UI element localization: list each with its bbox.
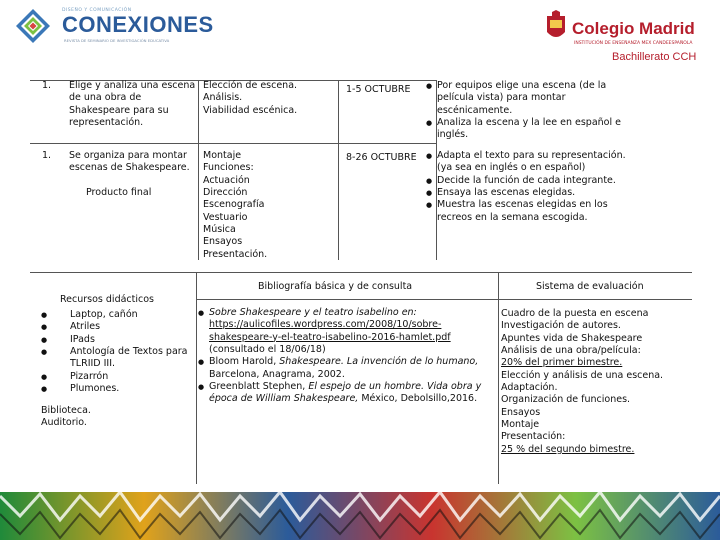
evaluation-line: 20% del primer bimestre. xyxy=(501,357,623,369)
content-line: Viabilidad escénica. xyxy=(203,104,298,116)
resource-item: ● Pizarrón xyxy=(41,371,197,383)
action-item: ● Muestra las escenas elegidas en los recreos en la semana escogida. xyxy=(426,199,634,224)
content-line: Música xyxy=(203,224,236,236)
evaluation-line: Presentación: xyxy=(501,431,566,443)
conexiones-logo xyxy=(10,6,214,46)
content-line: Presentación. xyxy=(203,248,268,260)
evaluation-line: Adaptación. xyxy=(501,382,558,394)
evaluation-line: Montaje xyxy=(501,419,540,431)
section-top-border xyxy=(30,272,692,273)
content-line: Elección de escena. xyxy=(203,80,298,91)
activity-description: Elige y analiza una escena de una obra de Shakespeare para su representación. xyxy=(69,80,196,129)
evaluation-line: Elección y análisis de una escena. xyxy=(501,369,664,381)
evaluation-line: Ensayos xyxy=(501,406,541,418)
bibliography-entry xyxy=(198,381,496,406)
action-item: ● Ensaya las escenas elegidas. xyxy=(426,187,634,199)
colegio-madrid-name: Colegio Madrid xyxy=(572,19,695,38)
resource-extra-item: Biblioteca. xyxy=(41,405,91,416)
resource-extra-item: Auditorio. xyxy=(41,417,87,429)
activity-number: 1. xyxy=(42,80,52,91)
table-row-divider xyxy=(30,143,436,144)
activity-actions xyxy=(426,80,634,142)
activity-content xyxy=(203,80,335,117)
resources-title: Recursos didácticos xyxy=(60,294,154,305)
header-divider xyxy=(196,299,692,300)
bib-publisher: México, Debolsillo,2016. xyxy=(361,393,478,405)
bibliography-entry xyxy=(198,307,496,356)
action-item: ● Decide la función de cada integrante. xyxy=(426,175,634,187)
activity-description: Se organiza para montar escenas de Shakespeare. xyxy=(69,150,190,174)
bib-author: Bloom Harold, xyxy=(209,356,277,368)
bib-link[interactable]: https://aulicofiles.wordpress.com/2008/10/sobre- shakespeare-y-el-teatro-isabelino-2016-hamlet.pdf xyxy=(209,319,451,343)
evaluation-line: Apuntes vida de Shakespeare xyxy=(501,332,643,344)
action-item: ● Adapta el texto para su representación. (ya sea en inglés o en español) xyxy=(426,150,634,175)
activity-number: 1. xyxy=(42,150,52,161)
activity-date: 8-26 OCTUBRE xyxy=(346,152,417,163)
resource-item: ● Antología de Textos para TLRIID III. xyxy=(41,346,197,371)
resource-item: ● IPads xyxy=(41,334,197,346)
bib-title: Sobre Shakespeare y el teatro isabelino en: xyxy=(209,307,417,318)
resource-item: ● Atriles xyxy=(41,321,197,333)
decorative-footer-band xyxy=(0,486,720,540)
evaluation-line: Análisis de una obra/película: xyxy=(501,345,641,357)
content-line: Funciones: xyxy=(203,162,254,174)
evaluation-list xyxy=(501,308,693,456)
bib-publisher: Barcelona, Anagrama, 2002. xyxy=(209,368,345,380)
resource-item: ● Laptop, cañón xyxy=(41,309,197,321)
bibliography-entry xyxy=(198,356,496,381)
activity-date: 1-5 OCTUBRE xyxy=(346,84,411,95)
bib-title: Shakespeare. La invención de lo humano, xyxy=(279,356,479,368)
content-line: Dirección xyxy=(203,187,248,199)
content-line: Escenografía xyxy=(203,199,265,211)
conexiones-logo-icon xyxy=(10,8,56,44)
evaluation-line: Organización de funciones. xyxy=(501,394,631,406)
colegio-madrid-logo xyxy=(544,10,714,66)
content-line: Ensayos xyxy=(203,236,243,248)
activity-actions xyxy=(426,150,634,224)
bib-author: Greenblatt Stephen, xyxy=(209,381,306,393)
activity-content xyxy=(203,150,335,261)
action-item: ● Por equipos elige una escena (de la película vista) para montar escénicamente. xyxy=(426,80,634,117)
bib-consulted: (consultado el 18/06/18) xyxy=(209,344,326,356)
conexiones-subtitle: REVISTA DE SEMINARIO DE INVESTIGACIÓN EDUCATIVA xyxy=(64,38,170,43)
action-item: ● Analiza la escena y la lee en español e inglés. xyxy=(426,117,634,142)
crest-icon xyxy=(544,10,568,44)
colegio-madrid-program: Bachillerato CCH xyxy=(612,51,697,63)
evaluation-line: 25 % del segundo bimestre. xyxy=(501,443,635,455)
activity-note: Producto final xyxy=(86,187,152,198)
table-col-divider xyxy=(338,80,339,260)
content-line: Análisis. xyxy=(203,92,243,104)
bib-title: El espejo de un hombre. Vida obra y época de William Shakespeare, xyxy=(209,381,482,405)
evaluation-title: Sistema de evaluación xyxy=(536,281,644,292)
content-line: Actuación xyxy=(203,174,250,186)
conexiones-tagline: DISEÑO Y COMUNICACIÓN xyxy=(62,8,132,13)
content-line: Montaje xyxy=(203,150,242,161)
evaluation-line: Investigación de autores. xyxy=(501,320,621,332)
resource-item: ● Plumones. xyxy=(41,383,197,395)
resources-extra xyxy=(41,405,91,430)
colegio-madrid-institution: INSTITUCIÓN DE ENSEÑANZA MEX CANDEESPAÑOLA xyxy=(574,41,693,46)
conexiones-brand: CONEXIONES xyxy=(62,12,214,37)
evaluation-line: Cuadro de la puesta en escena xyxy=(501,308,649,319)
section-col-divider xyxy=(498,272,499,484)
bibliography-title: Bibliografía básica y de consulta xyxy=(258,281,413,292)
resources-list xyxy=(41,309,197,395)
content-line: Vestuario xyxy=(203,211,248,223)
bibliography-list xyxy=(198,307,496,406)
